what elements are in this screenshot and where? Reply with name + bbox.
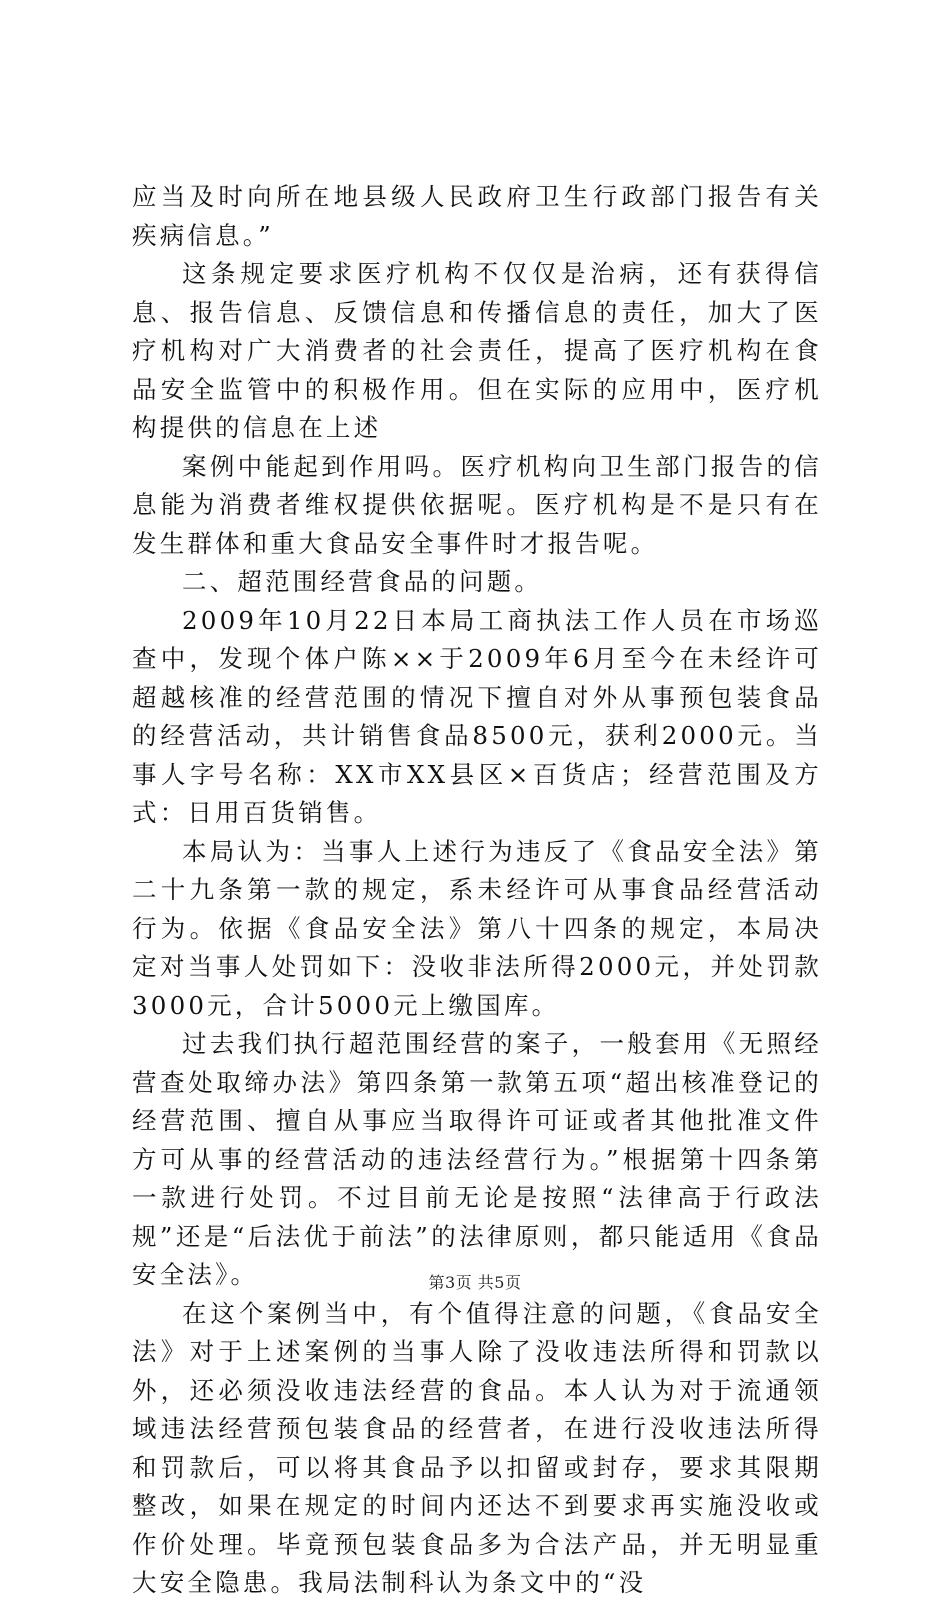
paragraph-8: 在这个案例当中，有个值得注意的问题，《食品安全法》对于上述案例的当事人除了没收违法所得和罚款以外，还必须没收违法经营的食品。本人认为对于流通领域违法经营预包装食品的经营者，在进行没收违法所得和罚款后，可以将其食品予以扣留或封存，要求其限期整改，如果在规定的时间内还达不到要求再实施没收或作价处理。毕竟预包装食品多为合法产品，并无明显重大安全隐患。我局法制科认为条文中的“没: [132, 1298, 822, 1597]
page-number-footer: 第3页 共5页: [428, 1273, 522, 1292]
paragraph-5: 2009年10月22日本局工商执法工作人员在市场巡查中，发现个体户陈××于2009年6月至今在未经许可超越核准的经营范围的情况下擅自对外从事预包装食品的经营活动，共计销售食品8500元，获利2000元。当事人字号名称：XX市XX县区×百货店；经营范围及方式：日用百货销售。: [132, 605, 822, 827]
paragraph-3: 案例中能起到作用吗。医疗机构向卫生部门报告的信息能为消费者维权提供依据呢。医疗机构是不是只有在发生群体和重大食品安全事件时才报告呢。: [132, 451, 822, 558]
paragraph-2: 这条规定要求医疗机构不仅仅是治病，还有获得信息、报告信息、反馈信息和传播信息的责任，加大了医疗机构对广大消费者的社会责任，提高了医疗机构在食品安全监管中的积极作用。但在实际的应用中，医疗机构提供的信息在上述: [132, 259, 822, 442]
paragraph-6: 本局认为：当事人上述行为违反了《食品安全法》第二十九条第一款的规定，系未经许可从事食品经营活动行为。依据《食品安全法》第八十四条的规定，本局决定对当事人处罚如下：没收非法所得2000元，并处罚款3000元，合计5000元上缴国库。: [132, 836, 822, 1020]
paragraph-1: 应当及时向所在地县级人民政府卫生行政部门报告有关疾病信息。”: [132, 182, 822, 250]
document-body: [132, 178, 822, 1603]
paragraph-7: 过去我们执行超范围经营的案子，一般套用《无照经营查处取缔办法》第四条第一款第五项“超出核准登记的经营范围、擅自从事应当取得许可证或者其他批准文件方可从事的经营活动的违法经营行为。”根据第十四条第一款进行处罚。不过目前无论是按照“法律高于行政法规”还是“后法优于前法”的法律原则，都只能适用《食品安全法》。: [132, 1029, 822, 1289]
section-heading: 二、超范围经营食品的问题。: [182, 567, 543, 596]
